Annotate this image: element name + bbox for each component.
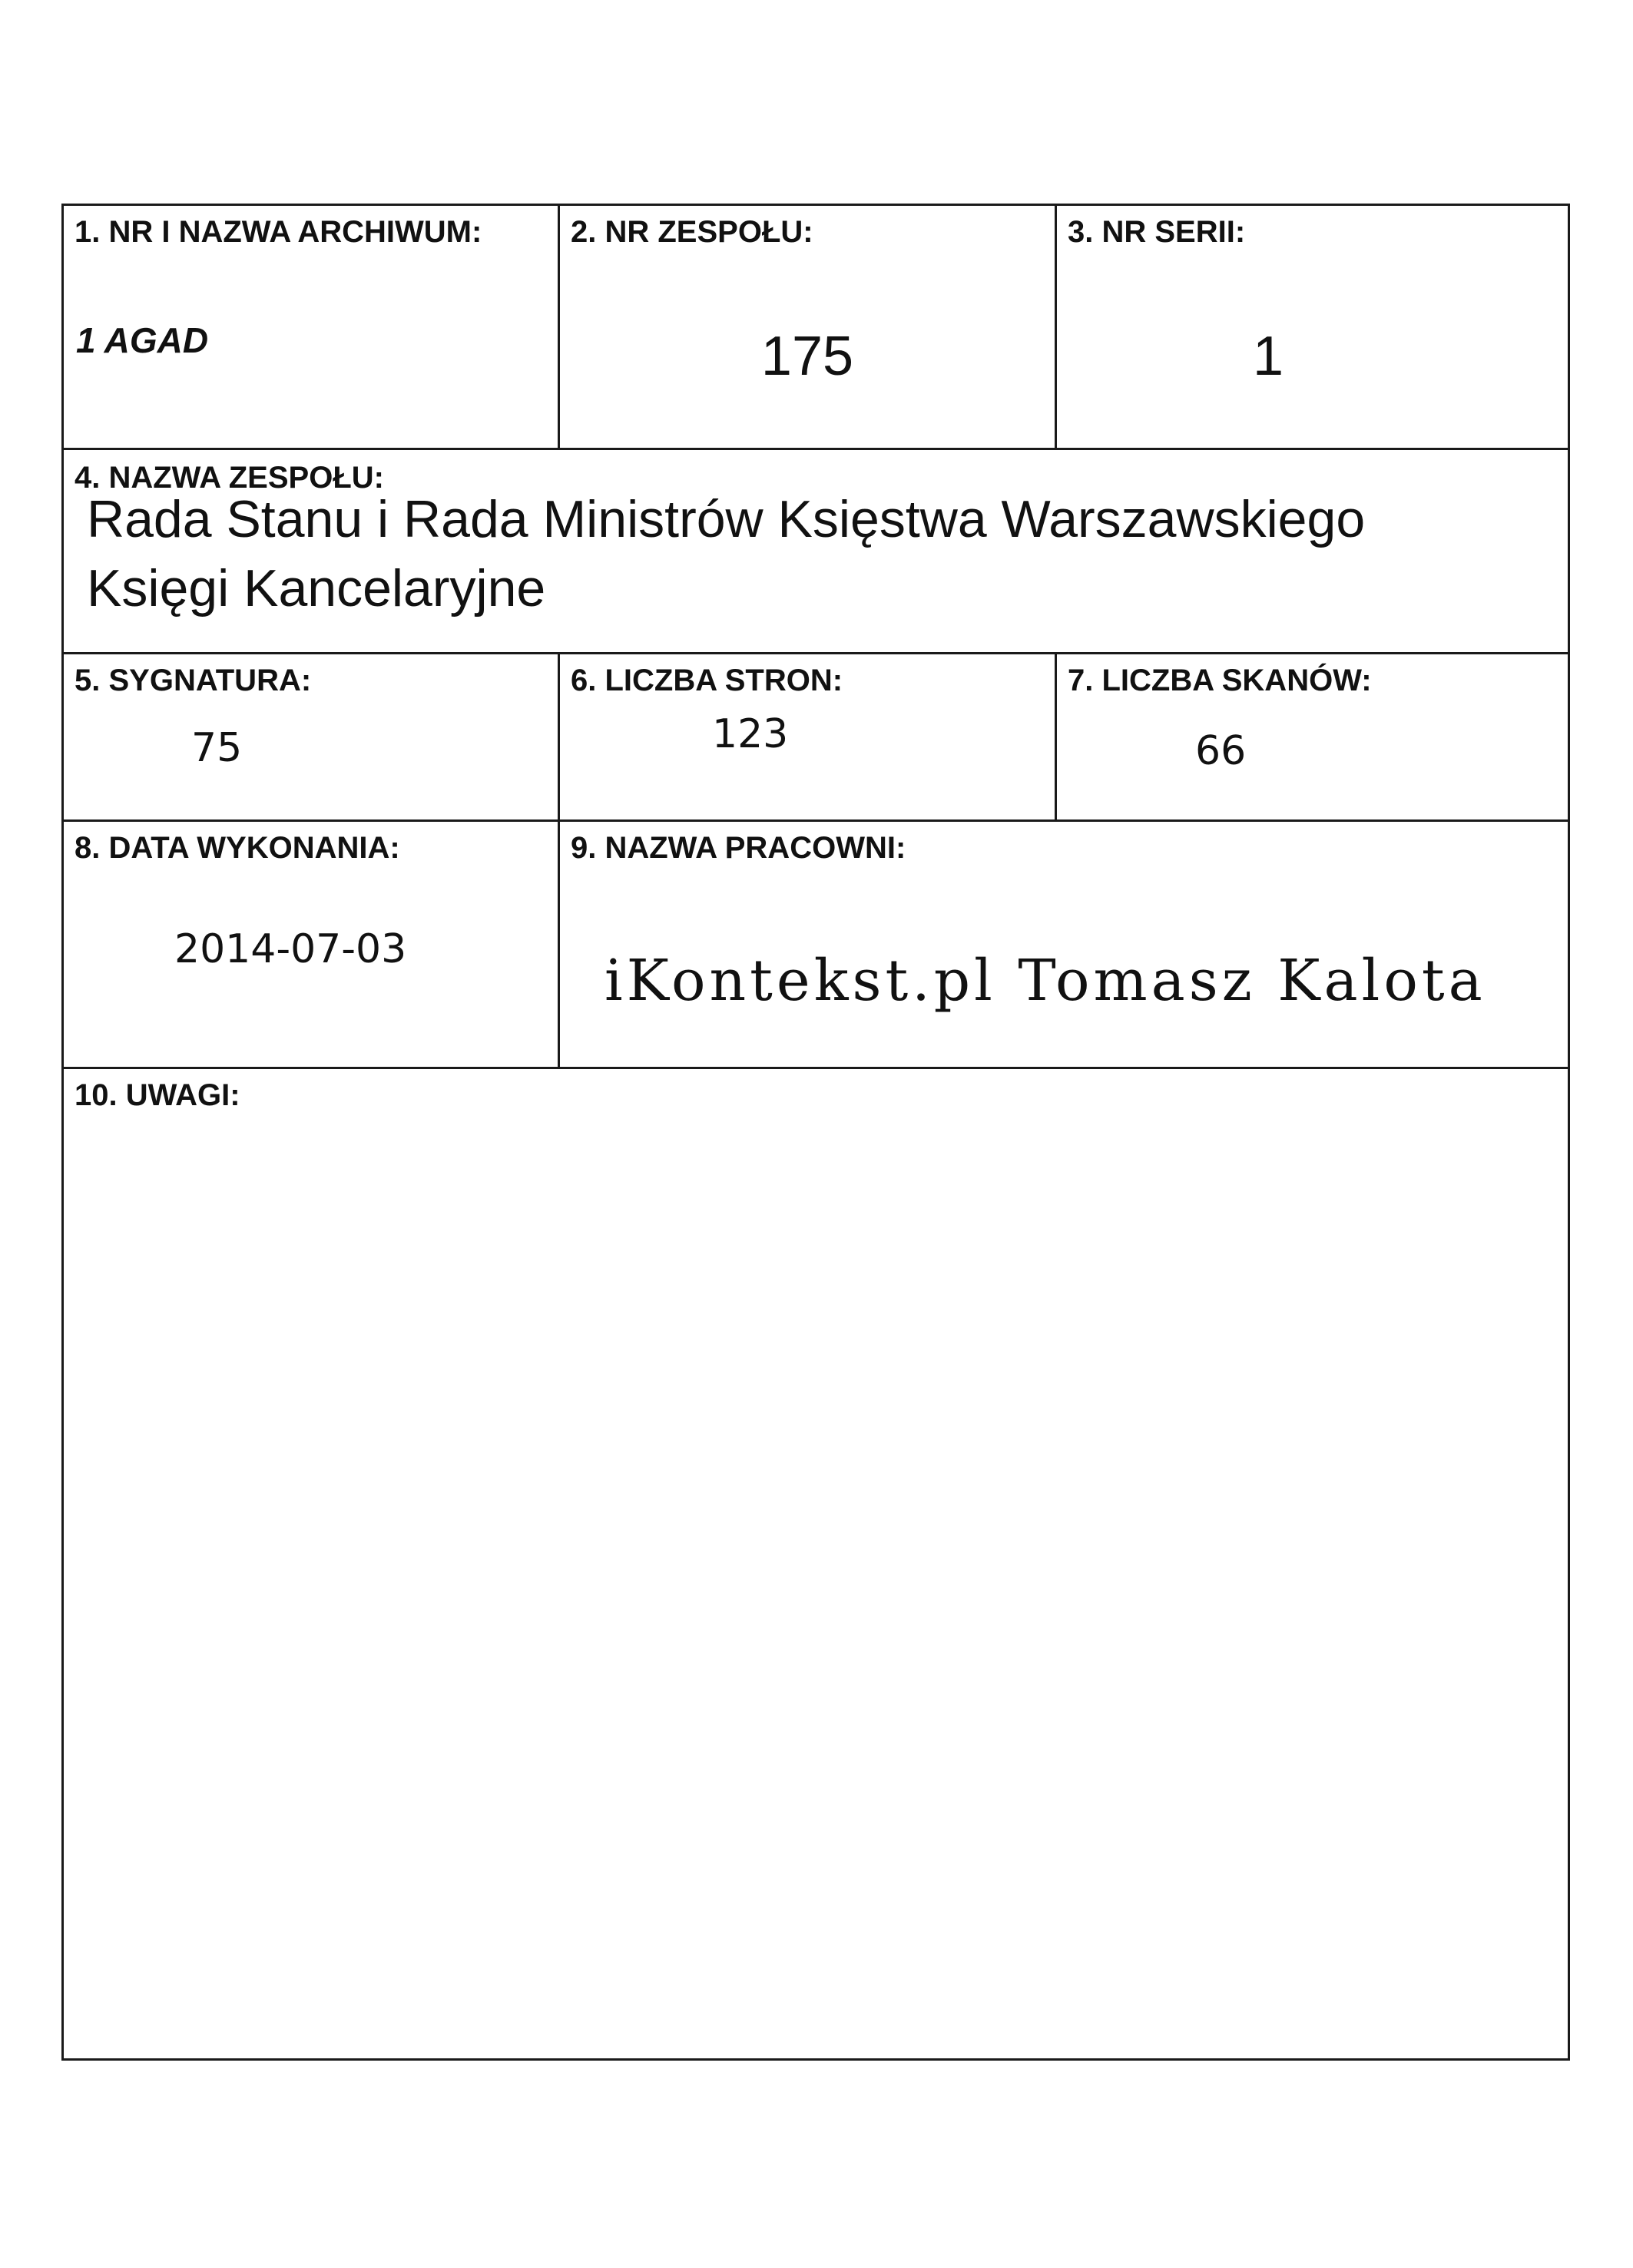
studio-label: 9. NAZWA PRACOWNI: [571, 831, 906, 865]
fonds-name-line-1: Rada Stanu i Rada Ministrów Księstwa Warszawskiego [87, 490, 1366, 548]
signature-label: 5. SYGNATURA: [75, 664, 312, 697]
archive-metadata-form [61, 204, 1570, 2061]
fonds-number-cell [560, 206, 1057, 448]
scan-count-cell [1057, 654, 1568, 819]
remarks-label: 10. UWAGI: [75, 1078, 240, 1112]
form-row-2 [64, 450, 1568, 654]
archive-cell [64, 206, 560, 448]
archive-label: 1. NR I NAZWA ARCHIWUM: [75, 215, 482, 249]
fonds-name-line-2: Księgi Kancelaryjne [87, 559, 546, 617]
series-number-label: 3. NR SERII: [1068, 215, 1246, 249]
signature-value: 75 [191, 725, 243, 771]
fonds-name-label: 4. NAZWA ZESPOŁU: [75, 461, 384, 495]
fonds-number-label: 2. NR ZESPOŁU: [571, 215, 813, 249]
page-count-value: 123 [712, 711, 789, 757]
date-cell [64, 822, 560, 1067]
form-row-5 [64, 1069, 1568, 2058]
fonds-name-cell [64, 450, 1568, 652]
scan-count-value: 66 [1195, 728, 1247, 774]
fonds-number-value: 175 [760, 326, 854, 387]
signature-cell [64, 654, 560, 819]
form-row-3 [64, 654, 1568, 822]
remarks-cell [64, 1069, 1568, 2058]
series-number-value: 1 [1253, 326, 1284, 387]
series-number-cell [1057, 206, 1568, 448]
form-row-1 [64, 206, 1568, 450]
archive-value: 1 AGAD [76, 320, 209, 360]
page-count-cell [560, 654, 1057, 819]
page-count-label: 6. LICZBA STRON: [571, 664, 843, 697]
form-row-4 [64, 822, 1568, 1069]
scan-count-label: 7. LICZBA SKANÓW: [1068, 664, 1372, 697]
date-label: 8. DATA WYKONANIA: [75, 831, 400, 865]
date-value: 2014-07-03 [174, 926, 407, 972]
studio-value: iKontekst.pl Tomasz Kalota [605, 948, 1486, 1014]
studio-cell [560, 822, 1568, 1067]
